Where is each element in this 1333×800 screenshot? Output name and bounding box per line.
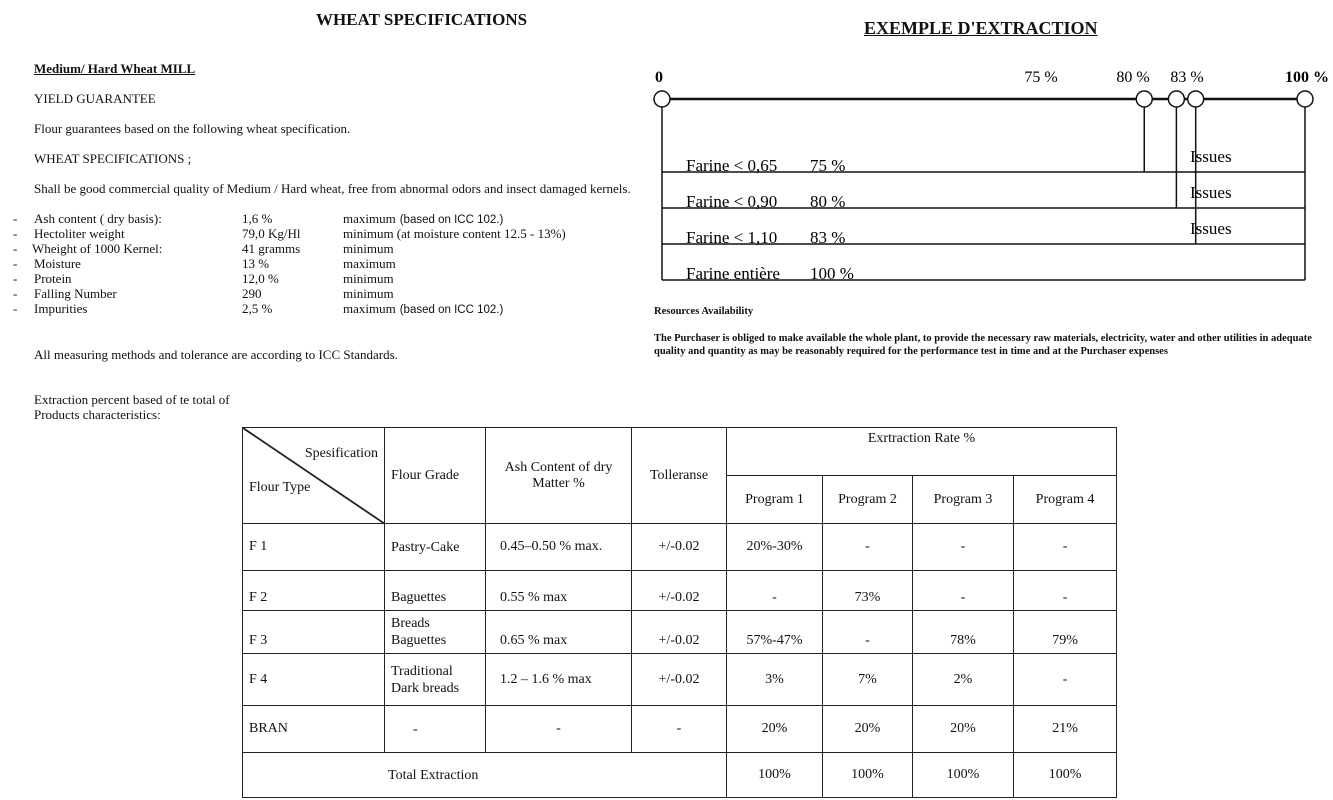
scale-marker [1297, 91, 1313, 107]
program-2-cell: 20% [823, 706, 913, 753]
program-1-cell: - [727, 571, 823, 611]
program-3-cell: - [913, 524, 1014, 571]
ash-content-cell: 0.45–0.50 % max. [486, 524, 632, 571]
spec-limit: maximum (based on ICC 102.) [343, 211, 504, 226]
extraction-note-2: Products characteristics: [34, 407, 161, 422]
flour-guarantee-text: Flour guarantees based on the following wheat specification. [34, 121, 351, 136]
wheat-specs-heading: WHEAT SPECIFICATIONS ; [34, 151, 192, 166]
table-row [243, 654, 1117, 706]
flour-type-cell: F 3 [243, 611, 385, 654]
resources-text: The Purchaser is obliged to make available the whole plant, to provide the necessary raw materials, electricity, water and other utilities in adequate quality and quantity as may be reasonably required for the performance test in time and at the Purchaser expenses [654, 333, 1312, 357]
program-4-cell: - [1014, 571, 1117, 611]
program-4-cell: 79% [1014, 611, 1117, 654]
total-program-3: 100% [913, 753, 1014, 798]
total-row [243, 753, 1117, 798]
table-row [243, 706, 1117, 753]
extraction-table [242, 427, 1117, 798]
spec-limit: minimum [343, 241, 394, 256]
header-flour-type: Flour Type [249, 480, 311, 495]
table-row [243, 611, 1117, 654]
scale-label: 75 % [1024, 69, 1058, 86]
spec-bullet: - [13, 271, 18, 286]
header-flour-grade: Flour Grade [385, 428, 486, 524]
tolerance-cell: +/-0.02 [632, 571, 727, 611]
spec-bullet: - [13, 226, 18, 241]
scale-label: 0 [655, 69, 663, 86]
spec-value: 12,0 % [242, 271, 279, 286]
scale-marker [1188, 91, 1204, 107]
flour-row-label: Farine < 1,10 [686, 228, 778, 247]
extraction-diagram [0, 0, 1333, 300]
extraction-title: EXEMPLE D'EXTRACTION [864, 18, 1098, 38]
scale-marker [1168, 91, 1184, 107]
tolerance-cell: - [632, 706, 727, 753]
header-specification: Spesification [304, 446, 378, 461]
scale-label: 83 % [1170, 69, 1204, 86]
program-2-cell: - [823, 524, 913, 571]
flour-row-percent: 75 % [810, 156, 846, 175]
resources-heading: Resources Availability [654, 306, 754, 317]
spec-name: Ash content ( dry basis): [34, 211, 162, 226]
header-program-3: Program 3 [913, 476, 1014, 524]
spec-limit: minimum (at moisture content 12.5 - 13%) [343, 226, 566, 241]
header-ash-content: Ash Content of dry Matter % [486, 428, 632, 524]
spec-limit: minimum [343, 271, 394, 286]
spec-limit: maximum [343, 256, 396, 271]
spec-value: 290 [242, 286, 262, 301]
flour-row-label: Farine < 0,65 [686, 156, 778, 175]
tolerance-cell: +/-0.02 [632, 611, 727, 654]
program-2-cell: 7% [823, 654, 913, 706]
program-1-cell: 20% [727, 706, 823, 753]
flour-row-label: Farine entière [686, 264, 780, 283]
spec-name: Impurities [34, 301, 88, 316]
program-3-cell: 78% [913, 611, 1014, 654]
ash-content-cell: - [486, 706, 632, 753]
total-program-2: 100% [823, 753, 913, 798]
flour-row-percent: 80 % [810, 192, 846, 211]
flour-grade-cell: - [385, 706, 486, 753]
ash-content-cell: 0.55 % max [486, 571, 632, 611]
issues-label: Issues [1190, 219, 1232, 238]
spec-name: Hectoliter weight [34, 226, 125, 241]
flour-row-percent: 83 % [810, 228, 846, 247]
tolerance-cell: +/-0.02 [632, 654, 727, 706]
table-row [243, 524, 1117, 571]
spec-bullet: - [13, 241, 18, 256]
flour-type-cell: F 4 [243, 654, 385, 706]
spec-bullet: - [13, 256, 18, 271]
spec-note: (based on ICC 102.) [399, 304, 504, 316]
flour-type-cell: BRAN [243, 706, 385, 753]
table-row [243, 571, 1117, 611]
total-program-4: 100% [1014, 753, 1117, 798]
spec-limit: maximum (based on ICC 102.) [343, 301, 504, 316]
spec-name: Wheight of 1000 Kernel: [32, 241, 163, 256]
header-spec-type-cell [243, 428, 385, 524]
tolerance-cell: +/-0.02 [632, 524, 727, 571]
program-4-cell: - [1014, 654, 1117, 706]
ash-content-cell: 0.65 % max [486, 611, 632, 654]
flour-type-cell: F 2 [243, 571, 385, 611]
scale-label: 80 % [1116, 69, 1150, 86]
spec-name: Moisture [34, 256, 81, 271]
flour-grade-cell: Pastry-Cake [385, 524, 486, 571]
total-program-1: 100% [727, 753, 823, 798]
quality-text: Shall be good commercial quality of Medium / Hard wheat, free from abnormal odors and insect damaged kernels. [34, 181, 631, 196]
flour-type-cell: F 1 [243, 524, 385, 571]
spec-bullet: - [13, 286, 18, 301]
flour-grade-cell: Traditional Dark breads [385, 654, 486, 706]
program-4-cell: - [1014, 524, 1117, 571]
flour-grade-cell: Breads Baguettes [385, 611, 486, 654]
spec-bullet: - [13, 211, 18, 226]
spec-value: 13 % [242, 256, 270, 271]
header-program-1: Program 1 [727, 476, 823, 524]
program-1-cell: 20%-30% [727, 524, 823, 571]
issues-label: Issues [1190, 183, 1232, 202]
scale-marker [654, 91, 670, 107]
spec-limit: minimum [343, 286, 394, 301]
extraction-note-1: Extraction percent based of te total of [34, 392, 230, 407]
scale-marker [1136, 91, 1152, 107]
flour-row-percent: 100 % [810, 264, 854, 283]
program-3-cell: 20% [913, 706, 1014, 753]
mill-heading: Medium/ Hard Wheat MILL [34, 61, 196, 76]
spec-value: 79,0 Kg/Hl [242, 226, 301, 241]
yield-guarantee: YIELD GUARANTEE [34, 91, 156, 106]
spec-value: 1,6 % [242, 211, 273, 226]
program-2-cell: 73% [823, 571, 913, 611]
program-4-cell: 21% [1014, 706, 1117, 753]
spec-value: 41 gramms [242, 241, 301, 256]
spec-value: 2,5 % [242, 301, 273, 316]
spec-name: Falling Number [34, 286, 117, 301]
icc-note: All measuring methods and tolerance are according to ICC Standards. [34, 347, 398, 362]
ash-content-cell: 1.2 – 1.6 % max [486, 654, 632, 706]
header-program-2: Program 2 [823, 476, 913, 524]
spec-name: Protein [34, 271, 72, 286]
spec-note: (based on ICC 102.) [399, 214, 504, 226]
flour-row-label: Farine < 0,90 [686, 192, 778, 211]
program-3-cell: - [913, 571, 1014, 611]
issues-label: Issues [1190, 147, 1232, 166]
flour-grade-cell: Baguettes [385, 571, 486, 611]
spec-bullet: - [13, 301, 18, 316]
header-tolerance: Tolleranse [632, 428, 727, 524]
page-title: WHEAT SPECIFICATIONS [316, 10, 528, 29]
total-label: Total Extraction [243, 753, 727, 798]
scale-label: 100 % [1285, 69, 1329, 86]
program-1-cell: 57%-47% [727, 611, 823, 654]
header-program-4: Program 4 [1014, 476, 1117, 524]
program-2-cell: - [823, 611, 913, 654]
program-1-cell: 3% [727, 654, 823, 706]
header-extraction-rate: Exrtraction Rate % [727, 428, 1117, 476]
program-3-cell: 2% [913, 654, 1014, 706]
